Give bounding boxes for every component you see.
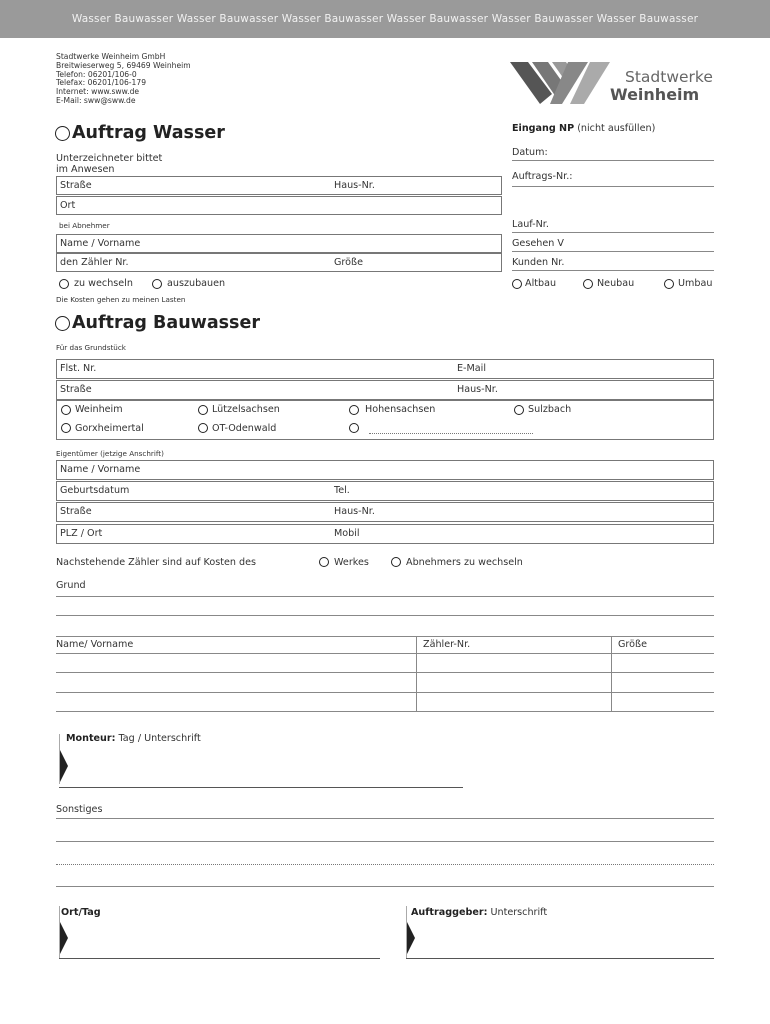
eig-strasse-label: Straße xyxy=(60,506,92,517)
gorxheimertal-label: Gorxheimertal xyxy=(75,423,144,434)
header-banner: Wasser Bauwasser Wasser Bauwasser Wasser Bauwasser Wasser Bauwasser Wasser Bauwasser Wasser Bauwasser xyxy=(0,0,770,38)
table-col-divider xyxy=(611,636,612,711)
auftrag-bauwasser-title: Auftrag Bauwasser xyxy=(72,313,260,333)
plz-field[interactable] xyxy=(56,524,714,544)
neubau-label: Neubau xyxy=(597,278,635,289)
umbau-label: Umbau xyxy=(678,278,713,289)
ort-tag-marker-icon xyxy=(59,920,68,956)
tel-label: Tel. xyxy=(334,485,350,496)
gesehen-label: Gesehen V xyxy=(512,238,564,249)
logo-line2: Weinheim xyxy=(610,85,700,104)
laufnr-line[interactable] xyxy=(512,232,714,233)
monteur-label xyxy=(66,733,201,744)
grundstueck-label: Für das Grundstück xyxy=(56,343,126,352)
sonstiges-line[interactable] xyxy=(56,864,714,865)
eig-name-field[interactable] xyxy=(56,460,714,480)
auftraggeber-label-rest: Unterschrift xyxy=(490,907,548,918)
auftraggeber-signature-line[interactable] xyxy=(406,958,714,959)
eigentuemer-label: Eigentümer (jetzige Anschrift) xyxy=(56,449,164,458)
intro-line1: Unterzeichneter bittet xyxy=(56,153,163,164)
table-top-line xyxy=(56,636,714,637)
ort-tag-bracket xyxy=(59,906,60,958)
eig-name-label: Name / Vorname xyxy=(60,464,141,475)
bau-hausnr-label: Haus-Nr. xyxy=(457,384,498,395)
address-line: Telefon: 06201/106-0 xyxy=(56,69,137,79)
monteur-label-bold: Monteur: xyxy=(66,733,116,744)
strasse-label: Straße xyxy=(60,180,92,191)
kundennr-line[interactable] xyxy=(512,270,714,271)
other-ort-radio[interactable] xyxy=(349,423,359,433)
email-label: E-Mail xyxy=(457,363,487,374)
ort-tag-line[interactable] xyxy=(59,958,380,959)
sonstiges-line[interactable] xyxy=(56,841,714,842)
table-row[interactable] xyxy=(56,672,714,673)
ot-odenwald-label: OT-Odenwald xyxy=(212,423,277,434)
address-line: Breitwieserweg 5, 69469 Weinheim xyxy=(56,60,191,70)
ortsteil-box xyxy=(56,400,714,440)
kosten-note: Die Kosten gehen zu meinen Lasten xyxy=(56,295,186,304)
sonstiges-label: Sonstiges xyxy=(56,804,103,815)
eingang-title-bold: Eingang NP xyxy=(512,123,575,134)
luetzelsachsen-label: Lützelsachsen xyxy=(212,404,280,415)
mobil-label: Mobil xyxy=(334,528,360,539)
gorxheimertal-radio[interactable] xyxy=(61,423,71,433)
eingang-title-rest: (nicht ausfüllen) xyxy=(577,123,656,134)
table-row[interactable] xyxy=(56,711,714,712)
datum-label: Datum: xyxy=(512,147,548,158)
geburt-field[interactable] xyxy=(56,481,714,501)
bau-strasse-label: Straße xyxy=(60,384,92,395)
weinheim-label: Weinheim xyxy=(75,404,123,415)
abnehmers-radio[interactable] xyxy=(391,557,401,567)
sulzbach-radio[interactable] xyxy=(514,405,524,415)
grund-line[interactable] xyxy=(56,615,714,616)
hausnr-label: Haus-Nr. xyxy=(334,180,375,191)
auftrag-bauwasser-radio[interactable] xyxy=(55,316,70,331)
flst-field[interactable] xyxy=(56,359,714,379)
address-line: Telefax: 06201/106-179 xyxy=(56,78,147,88)
table-row[interactable] xyxy=(56,692,714,693)
ort-tag-label: Ort/Tag xyxy=(61,907,101,918)
monteur-bracket xyxy=(59,734,60,784)
auftragsnr-line[interactable] xyxy=(512,186,714,187)
table-col-divider xyxy=(416,636,417,711)
sulzbach-label: Sulzbach xyxy=(528,404,572,415)
table-row[interactable] xyxy=(56,653,714,654)
bau-strasse-field[interactable] xyxy=(56,380,714,400)
monteur-label-rest: Tag / Unterschrift xyxy=(118,733,201,744)
ort-field[interactable] xyxy=(56,196,502,215)
altbau-label: Altbau xyxy=(525,278,557,289)
ot-odenwald-radio[interactable] xyxy=(198,423,208,433)
werkes-label: Werkes xyxy=(334,557,369,568)
name-label: Name / Vorname xyxy=(60,238,141,249)
sonstiges-line[interactable] xyxy=(56,886,714,887)
monteur-marker-icon xyxy=(59,748,68,784)
gesehen-line[interactable] xyxy=(512,251,714,252)
abnehmers-label: Abnehmers zu wechseln xyxy=(406,557,523,568)
auftraggeber-marker-icon xyxy=(406,920,415,956)
grund-label: Grund xyxy=(56,580,86,591)
name-field[interactable] xyxy=(56,234,502,253)
kundennr-label: Kunden Nr. xyxy=(512,257,565,268)
groesse-label: Größe xyxy=(334,257,363,268)
umbau-radio[interactable] xyxy=(664,279,674,289)
intro-line2: im Anwesen xyxy=(56,164,115,175)
address-line: Stadtwerke Weinheim GmbH xyxy=(56,52,166,61)
werkes-radio[interactable] xyxy=(319,557,329,567)
monteur-signature-line[interactable] xyxy=(59,787,463,788)
geburt-label: Geburtsdatum xyxy=(60,485,130,496)
col-zaehler-header: Zähler-Nr. xyxy=(423,639,471,650)
grund-line[interactable] xyxy=(56,596,714,597)
neubau-radio[interactable] xyxy=(583,279,593,289)
ort-label: Ort xyxy=(60,200,76,211)
auszubauen-label: auszubauen xyxy=(167,278,226,289)
auftrag-wasser-title: Auftrag Wasser xyxy=(72,123,225,143)
luetzelsachsen-radio[interactable] xyxy=(198,405,208,415)
laufnr-label: Lauf-Nr. xyxy=(512,219,549,230)
plz-label: PLZ / Ort xyxy=(60,528,103,539)
eig-hausnr-label: Haus-Nr. xyxy=(334,506,375,517)
weinheim-radio[interactable] xyxy=(61,405,71,415)
col-groesse-header: Größe xyxy=(618,639,647,650)
altbau-radio[interactable] xyxy=(512,279,522,289)
hohensachsen-label: Hohensachsen xyxy=(365,404,436,415)
zu-wechseln-label: zu wechseln xyxy=(74,278,133,289)
flst-label: Flst. Nr. xyxy=(60,363,97,374)
other-ort-line[interactable] xyxy=(369,433,533,434)
sonstiges-line[interactable] xyxy=(56,818,714,819)
auftragsnr-label: Auftrags-Nr.: xyxy=(512,171,573,182)
auftraggeber-label xyxy=(411,907,547,918)
eig-strasse-field[interactable] xyxy=(56,502,714,522)
auftraggeber-bracket xyxy=(406,906,407,958)
auftrag-wasser-radio[interactable] xyxy=(55,126,70,141)
bei-abnehmer-label: bei Abnehmer xyxy=(59,221,110,230)
hohensachsen-radio[interactable] xyxy=(349,405,359,415)
col-name-header: Name/ Vorname xyxy=(56,639,134,650)
zu-wechseln-radio[interactable] xyxy=(59,279,69,289)
strasse-field[interactable] xyxy=(56,176,502,195)
auftraggeber-label-bold: Auftraggeber: xyxy=(411,907,488,918)
address-block xyxy=(56,53,191,106)
zaehler-field[interactable] xyxy=(56,253,502,272)
logo-line1: Stadtwerke xyxy=(625,68,713,86)
zaehler-label: den Zähler Nr. xyxy=(60,257,129,268)
nachstehend-label: Nachstehende Zähler sind auf Kosten des xyxy=(56,557,257,568)
address-line: E-Mail: sww@sww.de xyxy=(56,95,136,105)
eingang-title xyxy=(512,123,655,134)
auszubauen-radio[interactable] xyxy=(152,279,162,289)
datum-line[interactable] xyxy=(512,160,714,161)
address-line: Internet: www.sww.de xyxy=(56,87,140,97)
